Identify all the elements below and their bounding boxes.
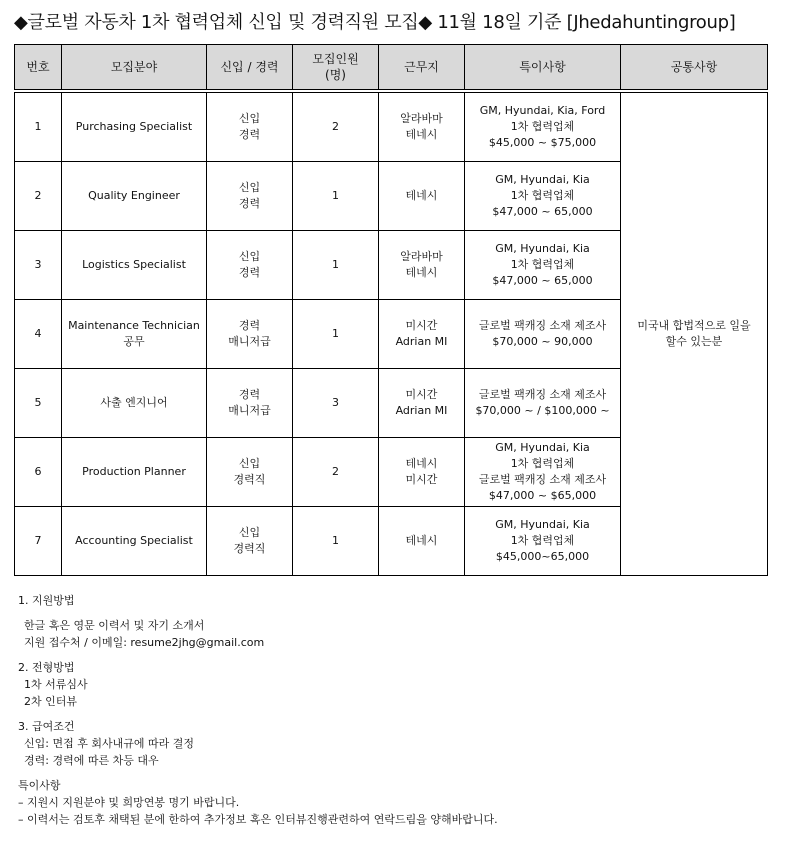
section-salary [18,718,498,769]
info-sections [18,592,498,828]
section-heading: 특이사항 [18,779,61,792]
section-heading: 1. 지원방법 [18,594,75,607]
cell-common: 미국내 합법적으로 일을 할수 있는분 [621,93,768,576]
cell-field: Maintenance Technician 공무 [62,300,207,369]
cell-notes: 글로벌 팩캐징 소재 제조사 $70,000 ~ 90,000 [465,300,621,369]
cell-count: 1 [293,162,379,231]
table-row [15,93,768,162]
section-special [18,777,498,828]
cell-count: 2 [293,438,379,507]
cell-number: 6 [15,438,62,507]
cell-notes: GM, Hyundai, Kia 1차 협력업체 $45,000~65,000 [465,507,621,576]
header-field: 모집분야 [62,45,207,90]
cell-location: 테네시 [379,507,465,576]
cell-notes: GM, Hyundai, Kia 1차 협력업체 $47,000 ~ 65,000 [465,162,621,231]
cell-field: Accounting Specialist [62,507,207,576]
header-level: 신입 / 경력 [207,45,293,90]
cell-count: 1 [293,231,379,300]
cell-field: Production Planner [62,438,207,507]
cell-location: 알라바마 테네시 [379,231,465,300]
cell-location: 알라바마 테네시 [379,93,465,162]
section-line: – 지원시 지원분야 및 희망연봉 명기 바랍니다. [18,796,240,809]
section-line: 2차 인터뷰 [24,695,77,708]
section-heading: 2. 전형방법 [18,661,75,674]
header-notes: 특이사항 [465,45,621,90]
section-line: 한글 혹은 영문 이력서 및 자기 소개서 [24,619,205,632]
cell-notes: GM, Hyundai, Kia 1차 협력업체 $47,000 ~ 65,000 [465,231,621,300]
cell-field: Purchasing Specialist [62,93,207,162]
cell-level: 신입 경력 [207,231,293,300]
header-location: 근무지 [379,45,465,90]
cell-notes: GM, Hyundai, Kia 1차 협력업체 글로벌 팩캐징 소재 제조사 $47,000 ~ $65,000 [465,438,621,507]
table-header-row [15,45,768,90]
cell-number: 2 [15,162,62,231]
cell-number: 3 [15,231,62,300]
cell-field: Quality Engineer [62,162,207,231]
cell-field: Logistics Specialist [62,231,207,300]
cell-level: 신입 경력 [207,93,293,162]
section-heading: 3. 급여조건 [18,720,75,733]
section-line: 경력: 경력에 따른 차등 대우 [24,754,159,767]
section-line: 1차 서류심사 [24,678,88,691]
cell-level: 신입 경력 [207,162,293,231]
cell-location: 테네시 [379,162,465,231]
cell-level: 신입 경력직 [207,438,293,507]
job-table [14,44,768,576]
cell-number: 1 [15,93,62,162]
section-apply [18,592,498,651]
cell-count: 1 [293,300,379,369]
cell-count: 1 [293,507,379,576]
header-count: 모집인원 (명) [293,45,379,90]
section-line: 신입: 면접 후 회사내규에 따라 결정 [24,737,194,750]
cell-number: 4 [15,300,62,369]
section-process [18,659,498,710]
cell-field: 사출 엔지니어 [62,369,207,438]
page-title: ◆글로벌 자동차 1차 협력업체 신입 및 경력직원 모집◆ 11월 18일 기준 [Jhedahuntingroup] [14,12,736,33]
cell-level: 경력 매니저급 [207,369,293,438]
section-line: 지원 접수처 / 이메일: resume2jhg@gmail.com [24,636,265,649]
cell-number: 7 [15,507,62,576]
header-common: 공통사항 [621,45,768,90]
header-number: 번호 [15,45,62,90]
cell-notes: GM, Hyundai, Kia, Ford 1차 협력업체 $45,000 ~ $75,000 [465,93,621,162]
cell-number: 5 [15,369,62,438]
cell-location: 미시간 Adrian MI [379,369,465,438]
cell-count: 2 [293,93,379,162]
cell-location: 미시간 Adrian MI [379,300,465,369]
cell-count: 3 [293,369,379,438]
cell-level: 경력 매니저급 [207,300,293,369]
cell-notes: 글로벌 팩캐징 소재 제조사 $70,000 ~ / $100,000 ~ [465,369,621,438]
cell-location: 테네시 미시간 [379,438,465,507]
cell-level: 신입 경력직 [207,507,293,576]
section-line: – 이력서는 검토후 채택된 분에 한하여 추가정보 혹은 인터뷰진행관련하여 연락드림을 양해바랍니다. [18,813,498,826]
